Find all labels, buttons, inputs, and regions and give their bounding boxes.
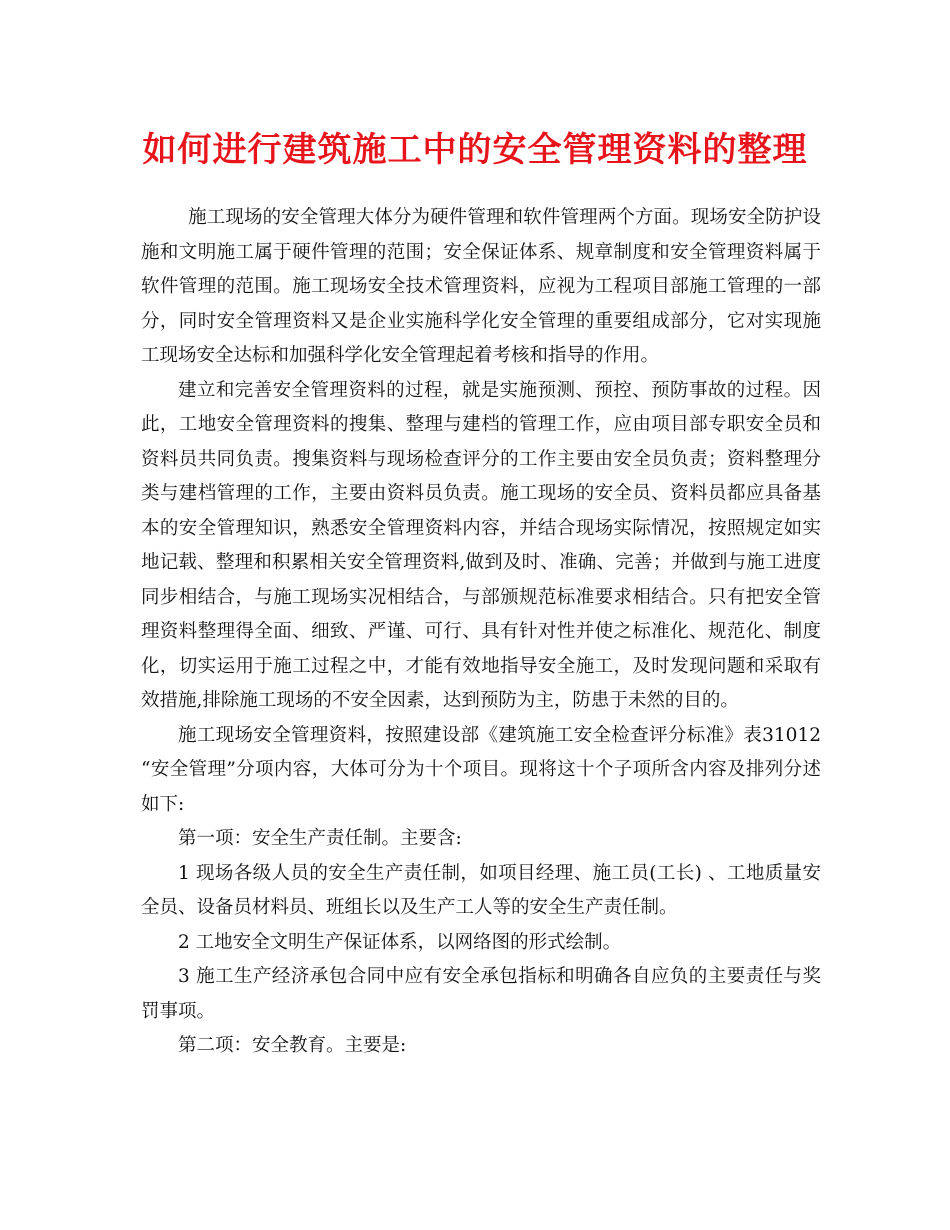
paragraph: 施工现场安全管理资料，按照建设部《建筑施工安全检查评分标准》表31012 “安全管理”分项内容，大体可分为十个项目。现将这十个子项所含内容及排列分述如下: bbox=[141, 724, 821, 815]
list-item: 3 施工生产经济承包合同中应有安全承包指标和明确各自应负的主要责任与奖罚事项。 bbox=[141, 966, 821, 1022]
paragraph: 建立和完善安全管理资料的过程，就是实施预测、预控、预防事故的过程。因此，工地安全管理资料的搜集、整理与建档的管理工作，应由项目部专职安全员和资料员共同负责。搜集资料与现场检查评分的工作主要由安全员负责；资料整理分类与建档管理的工作，主要由资料员负责。施工现场的安全员、资料员都应具备基本的安全管理知识，熟悉安全管理资料内容，并结合现场实际情况，按照规定如实地记载、整理和积累相关安全管理资料,做到及时、准确、完善；并做到与施工进度同步相结合，与施工现场实况相结合，与部颁规范标准要求相结合。只有把安全管理资料整理得全面、细致、严谨、可行、具有针对性并使之标准化、规范化、制度化，切实运用于施工过程之中，才能有效地指导安全施工，及时发现问题和采取有效措施,排除施工现场的不安全因素，达到预防为主，防患于未然的目的。 bbox=[141, 379, 821, 711]
section-heading: 第一项：安全生产责任制。主要含: bbox=[178, 828, 462, 849]
document-body bbox=[141, 201, 821, 1064]
list-item: 1 现场各级人员的安全生产责任制，如项目经理、施工员(工长) 、工地质量安全员、设备员材料员、班组长以及生产工人等的安全生产责任制。 bbox=[141, 862, 821, 918]
paragraph: 施工现场的安全管理大体分为硬件管理和软件管理两个方面。现场安全防护设施和文明施工属于硬件管理的范围；安全保证体系、规章制度和安全管理资料属于软件管理的范围。施工现场安全技术管理资料，应视为工程项目部施工管理的一部分，同时安全管理资料又是企业实施科学化安全管理的重要组成部分，它对实现施工现场安全达标和加强科学化安全管理起着考核和指导的作用。 bbox=[141, 207, 821, 366]
document-title: 如何进行建筑施工中的安全管理资料的整理 bbox=[142, 130, 808, 170]
list-item: 2 工地安全文明生产保证体系，以网络图的形式绘制。 bbox=[178, 931, 622, 953]
section-heading: 第二项：安全教育。主要是: bbox=[178, 1035, 407, 1056]
